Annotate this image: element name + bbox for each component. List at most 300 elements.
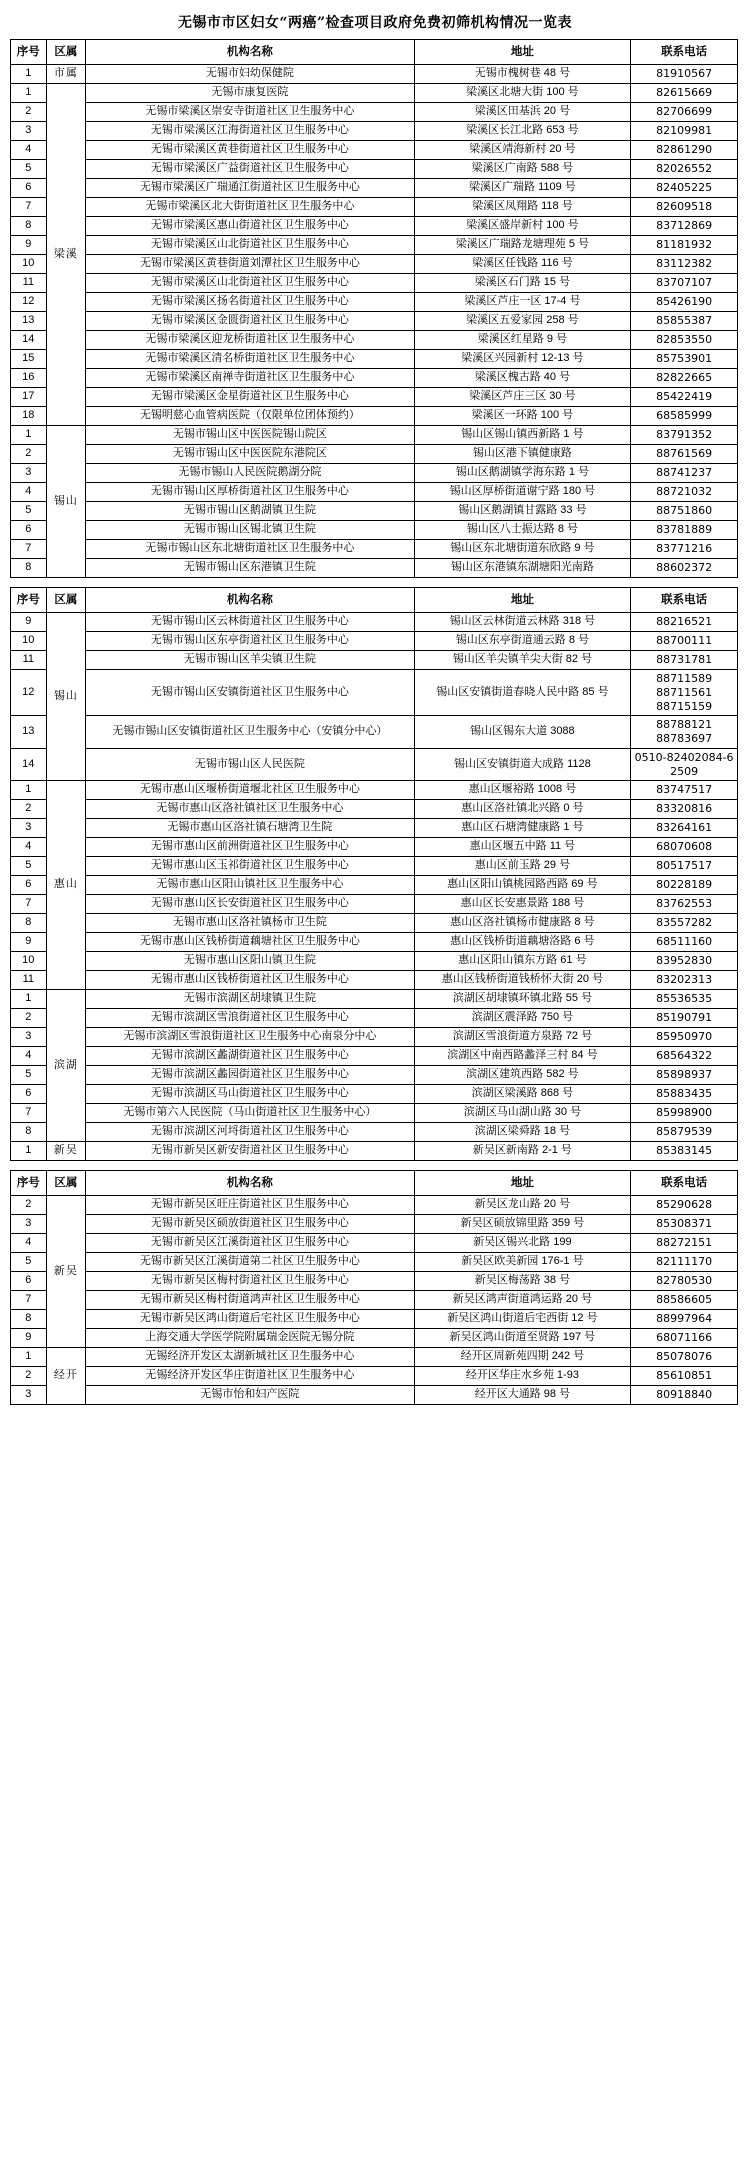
- cell-address: 新吴区锡兴北路 199: [414, 1234, 631, 1253]
- cell-telephone: 83747517: [631, 781, 738, 800]
- cell-address: 新吴区鸿山街道后宅西街 12 号: [414, 1310, 631, 1329]
- header-org: 机构名称: [86, 40, 414, 65]
- cell-telephone: 83320816: [631, 800, 738, 819]
- cell-district: 市属: [46, 65, 86, 84]
- header-seq: 序号: [11, 40, 47, 65]
- cell-telephone: 81181932: [631, 236, 738, 255]
- table-row: [11, 670, 738, 716]
- table-row: [11, 1047, 738, 1066]
- cell-organization: 无锡市滨湖区蠡湖街道社区卫生服务中心: [86, 1047, 414, 1066]
- cell-telephone: 88731781: [631, 651, 738, 670]
- cell-address: 新吴区新南路 2-1 号: [414, 1142, 631, 1161]
- table-row: [11, 521, 738, 540]
- cell-telephone: 0510-82402084-62509: [631, 748, 738, 781]
- cell-seq: 16: [11, 369, 47, 388]
- cell-address: 梁溪区芦庄三区 30 号: [414, 388, 631, 407]
- cell-address: 梁溪区广瑞路龙塘理苑 5 号: [414, 236, 631, 255]
- cell-address: 滨湖区胡埭镇环镇北路 55 号: [414, 990, 631, 1009]
- cell-seq: 9: [11, 236, 47, 255]
- cell-telephone: 85290628: [631, 1196, 738, 1215]
- cell-organization: 无锡市梁溪区江海街道社区卫生服务中心: [86, 122, 414, 141]
- cell-organization: 无锡市梁溪区山北街道社区卫生服务中心: [86, 274, 414, 293]
- cell-address: 惠山区洛社镇北兴路 0 号: [414, 800, 631, 819]
- cell-seq: 15: [11, 350, 47, 369]
- table-row: [11, 1386, 738, 1405]
- cell-telephone: 82026552: [631, 160, 738, 179]
- cell-organization: 无锡市新吴区新安街道社区卫生服务中心: [86, 1142, 414, 1161]
- cell-address: 梁溪区芦庄一区 17-4 号: [414, 293, 631, 312]
- cell-seq: 8: [11, 1123, 47, 1142]
- cell-seq: 4: [11, 141, 47, 160]
- cell-telephone: 83771216: [631, 540, 738, 559]
- cell-telephone: 85879539: [631, 1123, 738, 1142]
- cell-telephone: 68070608: [631, 838, 738, 857]
- cell-seq: 2: [11, 1196, 47, 1215]
- cell-organization: 无锡市梁溪区金星街道社区卫生服务中心: [86, 388, 414, 407]
- cell-organization: 无锡市新吴区硕放街道社区卫生服务中心: [86, 1215, 414, 1234]
- table-row: [11, 857, 738, 876]
- cell-telephone: 82706699: [631, 103, 738, 122]
- cell-telephone: 85422419: [631, 388, 738, 407]
- cell-telephone: 85855387: [631, 312, 738, 331]
- cell-seq: 11: [11, 971, 47, 990]
- cell-address: 梁溪区石门路 15 号: [414, 274, 631, 293]
- cell-seq: 10: [11, 952, 47, 971]
- cell-organization: 无锡市锡山区东亭街道社区卫生服务中心: [86, 632, 414, 651]
- cell-telephone: 88751860: [631, 502, 738, 521]
- cell-seq: 9: [11, 613, 47, 632]
- header-tel: 联系电话: [631, 1171, 738, 1196]
- cell-address: 梁溪区北塘大街 100 号: [414, 84, 631, 103]
- table-row: [11, 1234, 738, 1253]
- cell-address: 经开区周新苑四期 242 号: [414, 1348, 631, 1367]
- cell-address: 锡山区鹅湖镇甘露路 33 号: [414, 502, 631, 521]
- cell-organization: 无锡市锡山区安镇街道社区卫生服务中心: [86, 670, 414, 716]
- cell-telephone: 83264161: [631, 819, 738, 838]
- cell-organization: 无锡市锡山区人民医院: [86, 748, 414, 781]
- cell-telephone: 85078076: [631, 1348, 738, 1367]
- cell-telephone: 80918840: [631, 1386, 738, 1405]
- cell-seq: 8: [11, 914, 47, 933]
- cell-organization: 无锡市锡山区羊尖镇卫生院: [86, 651, 414, 670]
- cell-address: 滨湖区梁溪路 868 号: [414, 1085, 631, 1104]
- cell-seq: 4: [11, 1047, 47, 1066]
- cell-seq: 7: [11, 198, 47, 217]
- cell-address: 新吴区硕放锦里路 359 号: [414, 1215, 631, 1234]
- cell-address: 滨湖区震泽路 750 号: [414, 1009, 631, 1028]
- cell-seq: 7: [11, 540, 47, 559]
- cell-district: 惠山: [46, 781, 86, 990]
- cell-organization: 无锡市梁溪区黄巷街道社区卫生服务中心: [86, 141, 414, 160]
- cell-district: 新吴: [46, 1142, 86, 1161]
- cell-organization: 无锡市锡山人民医院鹅湖分院: [86, 464, 414, 483]
- cell-seq: 17: [11, 388, 47, 407]
- cell-organization: 无锡市惠山区前洲街道社区卫生服务中心: [86, 838, 414, 857]
- table-row: [11, 236, 738, 255]
- cell-seq: 10: [11, 632, 47, 651]
- cell-address: 新吴区龙山路 20 号: [414, 1196, 631, 1215]
- table-row: [11, 483, 738, 502]
- header-address: 地址: [414, 588, 631, 613]
- table-row: [11, 103, 738, 122]
- cell-seq: 7: [11, 1291, 47, 1310]
- table-row: [11, 716, 738, 749]
- cell-address: 滨湖区建筑西路 582 号: [414, 1066, 631, 1085]
- cell-organization: 无锡市惠山区洛社镇杨市卫生院: [86, 914, 414, 933]
- cell-address: 梁溪区槐古路 40 号: [414, 369, 631, 388]
- cell-telephone: 85883435: [631, 1085, 738, 1104]
- table-row: [11, 502, 738, 521]
- cell-telephone: 83202313: [631, 971, 738, 990]
- cell-seq: 6: [11, 1272, 47, 1291]
- cell-address: 梁溪区广南路 588 号: [414, 160, 631, 179]
- cell-seq: 9: [11, 1329, 47, 1348]
- cell-telephone: 82780530: [631, 1272, 738, 1291]
- cell-organization: 无锡市锡山区鹅湖镇卫生院: [86, 502, 414, 521]
- cell-telephone: 83781889: [631, 521, 738, 540]
- cell-telephone: 88700111: [631, 632, 738, 651]
- cell-telephone: 83791352: [631, 426, 738, 445]
- institution-table: [10, 587, 738, 1161]
- table-row: [11, 1196, 738, 1215]
- table-header-row: [11, 588, 738, 613]
- cell-telephone: 85536535: [631, 990, 738, 1009]
- cell-organization: 无锡市妇幼保健院: [86, 65, 414, 84]
- table-row: [11, 800, 738, 819]
- table-row: [11, 84, 738, 103]
- cell-seq: 3: [11, 464, 47, 483]
- cell-telephone: 88741237: [631, 464, 738, 483]
- cell-address: 锡山区云林街道云林路 318 号: [414, 613, 631, 632]
- cell-seq: 4: [11, 838, 47, 857]
- table-row: [11, 990, 738, 1009]
- cell-seq: 6: [11, 876, 47, 895]
- table-row: [11, 160, 738, 179]
- cell-organization: 无锡市康复医院: [86, 84, 414, 103]
- header-district: 区属: [46, 588, 86, 613]
- cell-telephone: 83762553: [631, 895, 738, 914]
- cell-address: 梁溪区凤翔路 118 号: [414, 198, 631, 217]
- cell-organization: 无锡市滨湖区雪浪街道社区卫生服务中心南泉分中心: [86, 1028, 414, 1047]
- cell-address: 锡山区东北塘街道东欣路 9 号: [414, 540, 631, 559]
- table-row: [11, 426, 738, 445]
- table-row: [11, 350, 738, 369]
- cell-organization: 无锡市惠山区钱桥街道社区卫生服务中心: [86, 971, 414, 990]
- cell-address: 惠山区阳山镇桃园路西路 69 号: [414, 876, 631, 895]
- cell-telephone: 80228189: [631, 876, 738, 895]
- cell-organization: 无锡市惠山区阳山镇卫生院: [86, 952, 414, 971]
- cell-seq: 12: [11, 293, 47, 312]
- cell-organization: 无锡市滨湖区河埒街道社区卫生服务中心: [86, 1123, 414, 1142]
- cell-seq: 1: [11, 84, 47, 103]
- cell-telephone: 88721032: [631, 483, 738, 502]
- cell-address: 惠山区洛社镇杨市健康路 8 号: [414, 914, 631, 933]
- cell-organization: 无锡市新吴区梅村街道鸿声社区卫生服务中心: [86, 1291, 414, 1310]
- cell-address: 新吴区欧美新园 176-1 号: [414, 1253, 631, 1272]
- table-row: [11, 293, 738, 312]
- cell-organization: 无锡市梁溪区金匮街道社区卫生服务中心: [86, 312, 414, 331]
- table-row: [11, 179, 738, 198]
- cell-organization: 无锡市怡和妇产医院: [86, 1386, 414, 1405]
- cell-seq: 10: [11, 255, 47, 274]
- cell-organization: 无锡市梁溪区黄巷街道刘潭社区卫生服务中心: [86, 255, 414, 274]
- cell-telephone: 88997964: [631, 1310, 738, 1329]
- cell-organization: 无锡市梁溪区崇安寺街道社区卫生服务中心: [86, 103, 414, 122]
- cell-organization: 无锡市惠山区玉祁街道社区卫生服务中心: [86, 857, 414, 876]
- cell-organization: 无锡市滨湖区胡埭镇卫生院: [86, 990, 414, 1009]
- cell-telephone: 82822665: [631, 369, 738, 388]
- cell-telephone: 85308371: [631, 1215, 738, 1234]
- table-header-row: [11, 1171, 738, 1196]
- cell-seq: 3: [11, 1028, 47, 1047]
- cell-seq: 12: [11, 670, 47, 716]
- cell-organization: 无锡市梁溪区广瑞通江街道社区卫生服务中心: [86, 179, 414, 198]
- table-row: [11, 255, 738, 274]
- cell-address: 惠山区石塘湾健康路 1 号: [414, 819, 631, 838]
- cell-telephone: 88711589 88711561 88715159: [631, 670, 738, 716]
- cell-seq: 7: [11, 1104, 47, 1123]
- cell-address: 锡山区安镇街道春晓人民中路 85 号: [414, 670, 631, 716]
- cell-address: 滨湖区马山湖山路 30 号: [414, 1104, 631, 1123]
- cell-organization: 无锡市梁溪区扬名街道社区卫生服务中心: [86, 293, 414, 312]
- cell-telephone: 82405225: [631, 179, 738, 198]
- cell-seq: 3: [11, 819, 47, 838]
- cell-organization: 无锡市梁溪区南禅寺街道社区卫生服务中心: [86, 369, 414, 388]
- table-row: [11, 819, 738, 838]
- cell-organization: 无锡市惠山区堰桥街道堰北社区卫生服务中心: [86, 781, 414, 800]
- cell-seq: 1: [11, 1348, 47, 1367]
- cell-organization: 无锡市滨湖区蠡园街道社区卫生服务中心: [86, 1066, 414, 1085]
- cell-telephone: 68071166: [631, 1329, 738, 1348]
- cell-seq: 11: [11, 651, 47, 670]
- cell-address: 锡山区锡东大道 3088: [414, 716, 631, 749]
- cell-organization: 无锡市梁溪区迎龙桥街道社区卫生服务中心: [86, 331, 414, 350]
- cell-address: 梁溪区广瑞路 1109 号: [414, 179, 631, 198]
- cell-seq: 3: [11, 1215, 47, 1234]
- header-address: 地址: [414, 40, 631, 65]
- cell-seq: 1: [11, 426, 47, 445]
- table-row: [11, 65, 738, 84]
- table-row: [11, 1272, 738, 1291]
- table-row: [11, 122, 738, 141]
- cell-organization: 无锡市滨湖区马山街道社区卫生服务中心: [86, 1085, 414, 1104]
- cell-telephone: 82609518: [631, 198, 738, 217]
- cell-seq: 18: [11, 407, 47, 426]
- cell-seq: 2: [11, 1009, 47, 1028]
- cell-district: 锡山: [46, 426, 86, 578]
- header-org: 机构名称: [86, 1171, 414, 1196]
- table-row: [11, 217, 738, 236]
- table-row: [11, 388, 738, 407]
- table-row: [11, 369, 738, 388]
- cell-telephone: 82111170: [631, 1253, 738, 1272]
- cell-seq: 5: [11, 857, 47, 876]
- cell-address: 锡山区鹅湖镇学海东路 1 号: [414, 464, 631, 483]
- table-row: [11, 1104, 738, 1123]
- cell-address: 梁溪区田基浜 20 号: [414, 103, 631, 122]
- cell-organization: 无锡经济开发区华庄街道社区卫生服务中心: [86, 1367, 414, 1386]
- table-row: [11, 876, 738, 895]
- cell-organization: 上海交通大学医学院附属瑞金医院无锡分院: [86, 1329, 414, 1348]
- cell-organization: 无锡市锡山区中医医院锡山院区: [86, 426, 414, 445]
- cell-seq: 2: [11, 103, 47, 122]
- institution-table: [10, 39, 738, 578]
- table-row: [11, 933, 738, 952]
- cell-address: 梁溪区任钱路 116 号: [414, 255, 631, 274]
- cell-seq: 3: [11, 122, 47, 141]
- cell-organization: 无锡市新吴区鸿山街道后宅社区卫生服务中心: [86, 1310, 414, 1329]
- header-district: 区属: [46, 40, 86, 65]
- cell-seq: 9: [11, 933, 47, 952]
- cell-district: 梁溪: [46, 84, 86, 426]
- cell-telephone: 82109981: [631, 122, 738, 141]
- cell-address: 惠山区长安惠景路 188 号: [414, 895, 631, 914]
- cell-telephone: 88602372: [631, 559, 738, 578]
- cell-organization: 无锡市锡山区安镇街道社区卫生服务中心（安镇分中心）: [86, 716, 414, 749]
- table-header-row: [11, 40, 738, 65]
- cell-organization: 无锡市新吴区梅村街道社区卫生服务中心: [86, 1272, 414, 1291]
- cell-address: 惠山区阳山镇东方路 61 号: [414, 952, 631, 971]
- cell-address: 惠山区堰五中路 11 号: [414, 838, 631, 857]
- cell-telephone: 88761569: [631, 445, 738, 464]
- cell-seq: 1: [11, 1142, 47, 1161]
- cell-organization: 无锡市梁溪区惠山街道社区卫生服务中心: [86, 217, 414, 236]
- table-row: [11, 1329, 738, 1348]
- table-row: [11, 1009, 738, 1028]
- cell-address: 滨湖区中南西路蠡泽三村 84 号: [414, 1047, 631, 1066]
- table-row: [11, 331, 738, 350]
- table-row: [11, 952, 738, 971]
- cell-organization: 无锡市惠山区洛社镇石塘湾卫生院: [86, 819, 414, 838]
- cell-telephone: 85383145: [631, 1142, 738, 1161]
- cell-telephone: 88272151: [631, 1234, 738, 1253]
- cell-address: 锡山区港下镇健康路: [414, 445, 631, 464]
- table-row: [11, 312, 738, 331]
- cell-telephone: 68585999: [631, 407, 738, 426]
- tables-container: [10, 39, 740, 1405]
- cell-telephone: 82615669: [631, 84, 738, 103]
- cell-seq: 13: [11, 312, 47, 331]
- cell-address: 经开区大通路 98 号: [414, 1386, 631, 1405]
- table-row: [11, 914, 738, 933]
- cell-organization: 无锡明慈心血管病医院（仅限单位团体预约）: [86, 407, 414, 426]
- cell-telephone: 85998900: [631, 1104, 738, 1123]
- cell-telephone: 83952830: [631, 952, 738, 971]
- cell-seq: 14: [11, 748, 47, 781]
- cell-telephone: 82853550: [631, 331, 738, 350]
- cell-address: 滨湖区梁舜路 18 号: [414, 1123, 631, 1142]
- page-title: 无锡市市区妇女“两癌”检查项目政府免费初筛机构情况一览表: [177, 15, 573, 31]
- cell-address: 滨湖区雪浪街道方泉路 72 号: [414, 1028, 631, 1047]
- cell-address: 新吴区鸿山街道至贤路 197 号: [414, 1329, 631, 1348]
- cell-seq: 4: [11, 483, 47, 502]
- cell-organization: 无锡市惠山区洛社镇社区卫生服务中心: [86, 800, 414, 819]
- cell-organization: 无锡市新吴区旺庄街道社区卫生服务中心: [86, 1196, 414, 1215]
- cell-organization: 无锡市锡山区中医医院东港院区: [86, 445, 414, 464]
- cell-organization: 无锡经济开发区太湖新城社区卫生服务中心: [86, 1348, 414, 1367]
- table-row: [11, 1066, 738, 1085]
- header-seq: 序号: [11, 1171, 47, 1196]
- cell-telephone: 88586605: [631, 1291, 738, 1310]
- cell-seq: 1: [11, 781, 47, 800]
- table-row: [11, 274, 738, 293]
- cell-telephone: 83707107: [631, 274, 738, 293]
- cell-address: 锡山区八士振达路 8 号: [414, 521, 631, 540]
- cell-address: 新吴区鸿声街道鸿运路 20 号: [414, 1291, 631, 1310]
- cell-address: 锡山区安镇街道大成路 1128: [414, 748, 631, 781]
- table-row: [11, 1215, 738, 1234]
- cell-organization: 无锡市滨湖区雪浪街道社区卫生服务中心: [86, 1009, 414, 1028]
- cell-seq: 11: [11, 274, 47, 293]
- cell-address: 锡山区厚桥街道谢宁路 180 号: [414, 483, 631, 502]
- cell-seq: 5: [11, 502, 47, 521]
- cell-organization: 无锡市锡山区东北塘街道社区卫生服务中心: [86, 540, 414, 559]
- cell-address: 梁溪区一环路 100 号: [414, 407, 631, 426]
- cell-address: 锡山区东亭街道通云路 8 号: [414, 632, 631, 651]
- table-row: [11, 1253, 738, 1272]
- cell-district: 经开: [46, 1348, 86, 1405]
- cell-address: 锡山区锡山镇西新路 1 号: [414, 426, 631, 445]
- table-row: [11, 540, 738, 559]
- cell-organization: 无锡市新吴区江溪街道社区卫生服务中心: [86, 1234, 414, 1253]
- cell-seq: 1: [11, 65, 47, 84]
- cell-seq: 8: [11, 559, 47, 578]
- cell-address: 惠山区钱桥街道钱桥怀大街 20 号: [414, 971, 631, 990]
- cell-telephone: 85610851: [631, 1367, 738, 1386]
- cell-seq: 13: [11, 716, 47, 749]
- table-row: [11, 651, 738, 670]
- cell-address: 新吴区梅荡路 38 号: [414, 1272, 631, 1291]
- cell-district: 新吴: [46, 1196, 86, 1348]
- cell-telephone: 85426190: [631, 293, 738, 312]
- table-row: [11, 895, 738, 914]
- table-row: [11, 838, 738, 857]
- header-seq: 序号: [11, 588, 47, 613]
- cell-address: 梁溪区五爱家园 258 号: [414, 312, 631, 331]
- cell-telephone: 80517517: [631, 857, 738, 876]
- table-row: [11, 781, 738, 800]
- cell-seq: 14: [11, 331, 47, 350]
- cell-address: 梁溪区兴园新村 12-13 号: [414, 350, 631, 369]
- cell-telephone: 88788121 88783697: [631, 716, 738, 749]
- cell-telephone: 83712869: [631, 217, 738, 236]
- cell-seq: 3: [11, 1386, 47, 1405]
- institution-table: [10, 1170, 738, 1405]
- cell-organization: 无锡市惠山区长安街道社区卫生服务中心: [86, 895, 414, 914]
- cell-telephone: 85753901: [631, 350, 738, 369]
- cell-telephone: 83557282: [631, 914, 738, 933]
- cell-seq: 1: [11, 990, 47, 1009]
- cell-organization: 无锡市梁溪区清名桥街道社区卫生服务中心: [86, 350, 414, 369]
- header-tel: 联系电话: [631, 40, 738, 65]
- cell-telephone: 82861290: [631, 141, 738, 160]
- table-row: [11, 559, 738, 578]
- table-row: [11, 971, 738, 990]
- cell-address: 惠山区前玉路 29 号: [414, 857, 631, 876]
- cell-organization: 无锡市惠山区钱桥街道藕塘社区卫生服务中心: [86, 933, 414, 952]
- table-row: [11, 407, 738, 426]
- cell-organization: 无锡市梁溪区山北街道社区卫生服务中心: [86, 236, 414, 255]
- header-tel: 联系电话: [631, 588, 738, 613]
- cell-organization: 无锡市第六人民医院（马山街道社区卫生服务中心）: [86, 1104, 414, 1123]
- table-row: [11, 1028, 738, 1047]
- cell-address: 惠山区堰裕路 1008 号: [414, 781, 631, 800]
- table-row: [11, 1367, 738, 1386]
- header-org: 机构名称: [86, 588, 414, 613]
- table-row: [11, 1310, 738, 1329]
- cell-seq: 6: [11, 1085, 47, 1104]
- cell-district: 锡山: [46, 613, 86, 781]
